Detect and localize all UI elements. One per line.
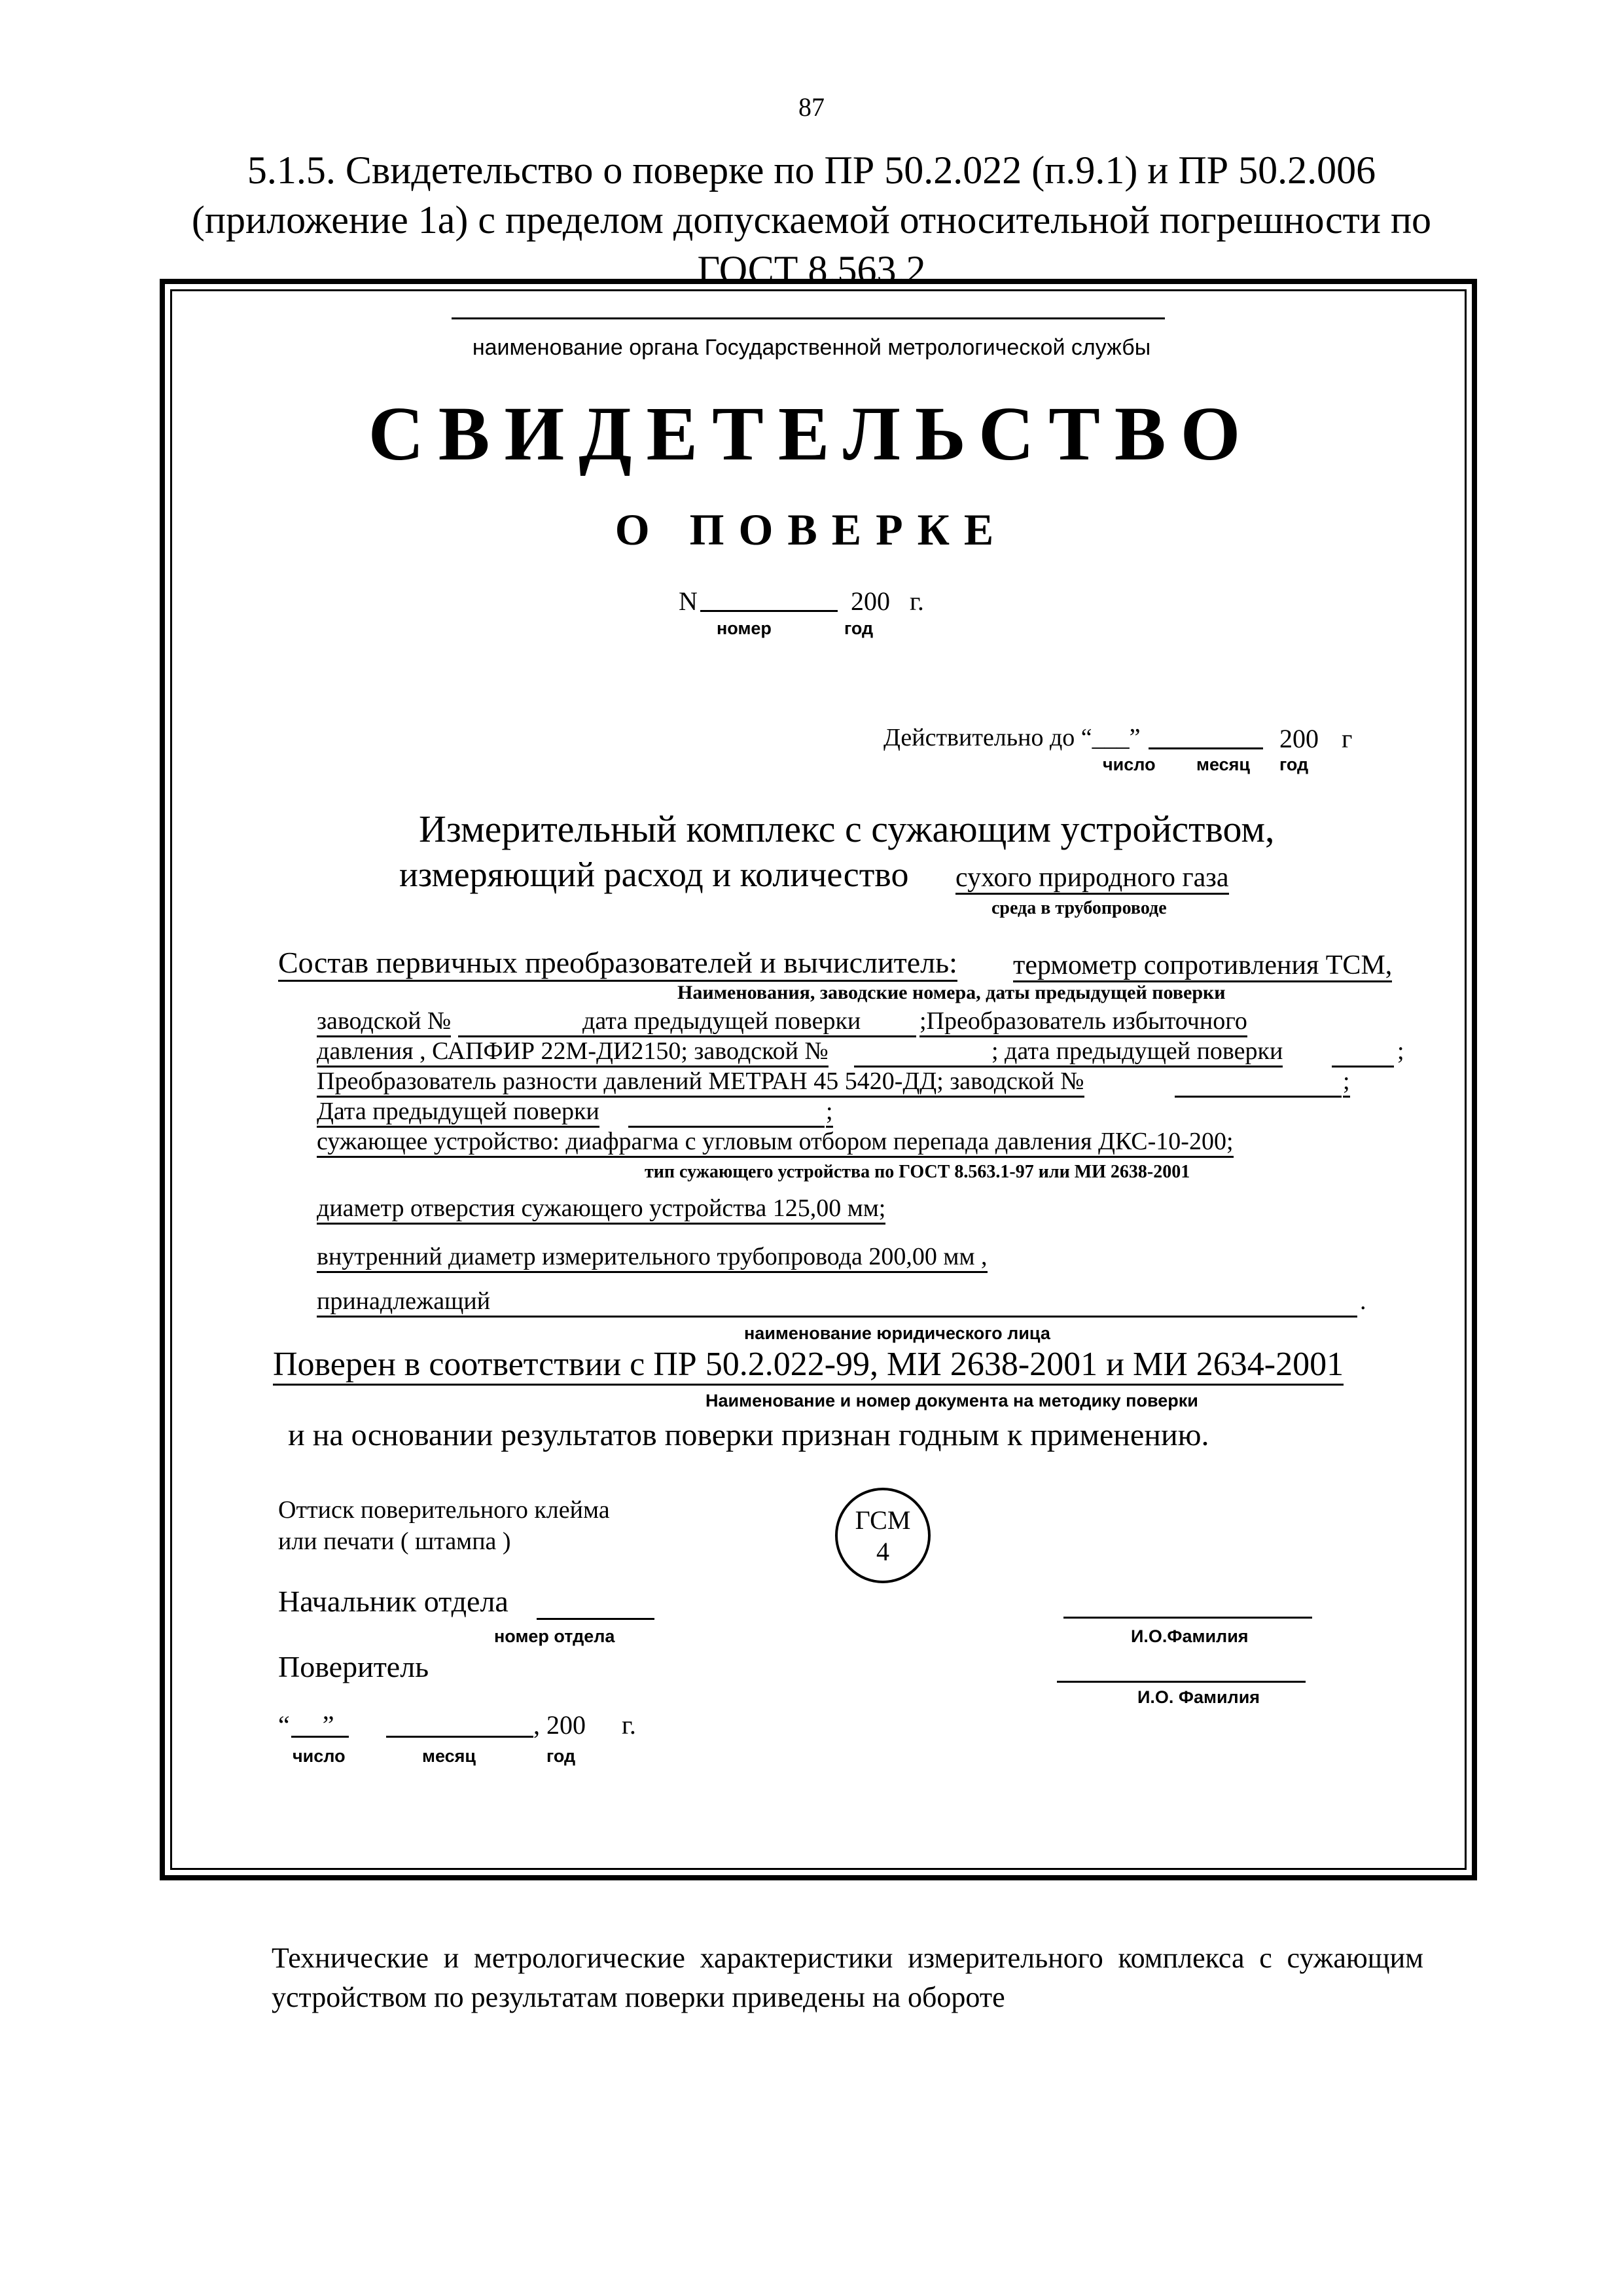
valid-until-month-blank — [1149, 747, 1263, 749]
comp-line-1a: заводской № — [317, 1007, 451, 1037]
date-quote: “ ” — [278, 1710, 334, 1740]
certificate-subheading: О ПОВЕРКЕ — [615, 505, 1008, 554]
date-caption-year: год — [546, 1746, 576, 1766]
department-caption: номер отдела — [494, 1626, 615, 1646]
valid-until-suffix: г — [1342, 724, 1353, 753]
name-caption-2: И.О. Фамилия — [1137, 1687, 1260, 1707]
date-day-blank — [291, 1736, 349, 1738]
comp-line-4b: ; — [826, 1097, 833, 1128]
verifier-label: Поверитель — [278, 1650, 429, 1683]
issuer-caption: наименование органа Государственной метрологической службы — [472, 335, 1151, 360]
comp-line-2a: давления , САПФИР 22М-ДИ2150; заводской № — [317, 1037, 829, 1067]
number-blank — [700, 610, 838, 612]
medium-caption: среда в трубопроводе — [991, 898, 1167, 918]
stamp-label-line-2: или печати ( штампа ) — [278, 1528, 511, 1555]
section-title: 5.1.5. Свидетельство о поверке по ПР 50.2.022 (п.9.1) и ПР 50.2.006 (приложение 1а) с пределом допускаемой относительной погрешности по ГОСТ 8.563.2 — [191, 149, 1432, 291]
factory-number-blank-3 — [1175, 1096, 1342, 1098]
owner-caption: наименование юридического лица — [744, 1323, 1050, 1343]
date-year: , 200 — [533, 1710, 586, 1740]
orifice-diameter: диаметр отверстия сужающего устройства 125,00 мм; — [317, 1194, 885, 1225]
caption-day: число — [1103, 755, 1156, 774]
owner-label: принадлежащий — [317, 1287, 491, 1315]
caption-valid-year: год — [1279, 755, 1309, 774]
verified-text: Поверен в соответствии с ПР 50.2.022-99, МИ 2638-2001 и МИ 2634-2001 — [273, 1346, 1344, 1386]
owner-line — [317, 1316, 1357, 1318]
composition-value: термометр сопротивления ТСМ, — [1013, 950, 1392, 982]
prev-check-blank-1 — [851, 1035, 916, 1037]
stamp-text-line-1: ГСМ — [855, 1505, 911, 1535]
verification-stamp — [835, 1488, 931, 1583]
footer-note: Технические и метрологические характеристики измерительного комплекса с сужающим устройством по результатам поверки приведены на обороте — [272, 1942, 1423, 2013]
comp-line-5: сужающее устройство: диафрагма с угловым отбором перепада давления ДКС-10-200; — [317, 1127, 1234, 1158]
verdict-text: и на основании результатов поверки признан годным к применению. — [288, 1418, 1209, 1452]
number-prefix: N — [679, 586, 698, 616]
date-month-blank — [386, 1736, 533, 1738]
signature-line-2 — [1057, 1681, 1306, 1683]
name-caption-1: И.О.Фамилия — [1131, 1626, 1249, 1646]
comp-line-3a: Преобразователь разности давлений МЕТРАН 45 5420-ДД; заводской № — [317, 1067, 1084, 1098]
stamp-text-line-2: 4 — [876, 1537, 889, 1566]
owner-end: . — [1360, 1287, 1366, 1315]
caption-month: месяц — [1196, 755, 1251, 774]
department-number-line — [537, 1618, 654, 1620]
stamp-label-line-1: Оттиск поверительного клейма — [278, 1496, 610, 1524]
date-suffix: г. — [622, 1710, 636, 1740]
comp-line-3b: ; — [1343, 1067, 1350, 1098]
valid-until-label: Действительно до “___” — [883, 724, 1141, 751]
pipe-diameter: внутренний диаметр измерительного трубопровода 200,00 мм , — [317, 1242, 988, 1273]
number-year: 200 — [851, 586, 890, 616]
device-caption: тип сужающего устройства по ГОСТ 8.563.1-97 или МИ 2638-2001 — [645, 1162, 1190, 1182]
date-caption-day: число — [293, 1746, 346, 1766]
verified-caption: Наименование и номер документа на методику поверки — [705, 1391, 1198, 1410]
prev-check-blank-2 — [1332, 1066, 1394, 1067]
comp-line-4a: Дата предыдущей поверки — [317, 1097, 599, 1128]
composition-caption: Наименования, заводские номера, даты предыдущей поверки — [677, 982, 1226, 1003]
complex-line-2: измеряющий расход и количество — [399, 855, 909, 894]
certificate-heading: СВИДЕТЕЛЬСТВО — [368, 391, 1255, 476]
issuer-name-line — [452, 317, 1165, 319]
signature-line-1 — [1063, 1617, 1312, 1619]
caption-year: год — [844, 619, 874, 638]
valid-until-year: 200 — [1279, 724, 1319, 753]
comp-line-2c: ; — [1397, 1037, 1404, 1065]
composition-label: Состав первичных преобразователей и вычислитель: — [278, 946, 957, 982]
comp-line-2b: ; дата предыдущей поверки — [991, 1037, 1283, 1067]
comp-line-1c: ;Преобразователь избыточного — [919, 1007, 1247, 1037]
number-year-suffix: г. — [910, 586, 924, 616]
complex-line-1: Измерительный комплекс с сужающим устройством, — [419, 808, 1275, 850]
caption-number: номер — [717, 619, 772, 638]
department-head-label: Начальник отдела — [278, 1585, 508, 1618]
medium-value: сухого природного газа — [955, 863, 1229, 895]
date-caption-month: месяц — [422, 1746, 476, 1766]
page-number: 87 — [798, 92, 825, 122]
comp-line-1b: дата предыдущей поверки — [582, 1007, 861, 1037]
